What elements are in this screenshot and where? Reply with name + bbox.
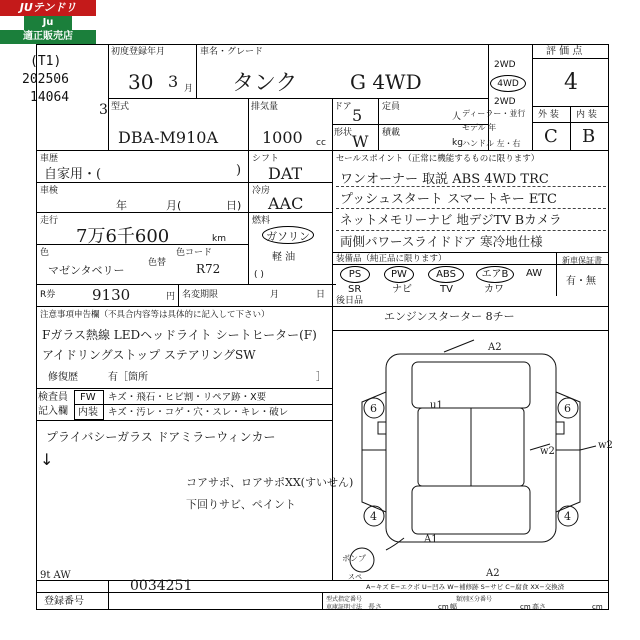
fuel-value: ガソリン	[266, 230, 310, 243]
name-change-day: 日	[316, 290, 326, 300]
equip-sr: SR	[348, 284, 362, 295]
logo-line-3: 適正販売店	[0, 30, 96, 44]
first-reg-label: 初度登録年月	[111, 47, 166, 57]
load-label: 積載	[382, 128, 401, 138]
dealer-logo	[0, 0, 96, 44]
cooler-label: 冷房	[252, 186, 271, 196]
fuel-value-circle	[262, 226, 314, 244]
logo-line-1: JUテンドリ	[0, 0, 96, 16]
name-grade-label: 車名・グレード	[200, 47, 264, 57]
tire-mark-rl: 4	[370, 510, 377, 523]
interior-grade: B	[582, 126, 596, 147]
color-paren: ( )	[254, 270, 264, 280]
model-year-label: モデル 年	[462, 123, 497, 132]
equip-aw: AW	[526, 268, 543, 279]
displacement-label: 排気量	[251, 102, 279, 112]
lot-number-2: 14064	[30, 90, 70, 105]
cm-1: cm	[438, 603, 449, 611]
equip-navi: ナビ	[392, 284, 412, 295]
inspector-label-1: 検査員	[38, 392, 68, 403]
doors-label: ドア	[334, 102, 352, 112]
logo-line-2: Ju	[24, 16, 72, 30]
model-label: 型式	[111, 102, 130, 112]
tire-mark-fl: 6	[370, 402, 377, 415]
type-designation-label: 型式指定番号	[326, 596, 363, 603]
displacement-value: 1000	[262, 128, 303, 147]
lot-tag: (T1)	[30, 54, 62, 69]
equip-abs: ABS	[428, 266, 464, 283]
equip-ps: PS	[340, 266, 370, 283]
diagram-u1: u1	[430, 400, 443, 411]
diagram-a1: A1	[424, 534, 438, 545]
history-close: )	[236, 163, 242, 178]
sell-points-label: セールスポイント（正常に機能するものに限ります）	[336, 154, 540, 164]
mileage-unit: km	[212, 234, 226, 244]
inspector-note-1: プライバシーガラス ドアミラーウィンカー	[46, 430, 276, 444]
score-label: 評 価 点	[546, 46, 583, 57]
shaken-month: 月(	[166, 199, 182, 212]
displacement-unit: cc	[316, 138, 326, 148]
inspector-fw: FW	[80, 392, 96, 403]
shaken-day: 日)	[226, 199, 242, 212]
height-label: 高さ	[532, 603, 546, 611]
inspector-row2-items: キズ・汚レ・コゲ・穴・スレ・キレ・破レ	[108, 407, 289, 418]
shift-value: DAT	[268, 164, 303, 183]
cm-3: cm	[592, 603, 603, 611]
category-label: 類別区分番号	[456, 596, 493, 603]
new-car-warranty-label: 新車保証書	[562, 256, 602, 265]
fuel-option: 軽 油	[272, 252, 296, 263]
shape-label: 形状	[334, 128, 353, 138]
inspector-note-3: 下回りサビ、ペイント	[186, 498, 296, 511]
fuel-label: 燃料	[252, 216, 271, 226]
history-label: 車歴	[40, 154, 59, 164]
diagram-spare: スペ	[348, 573, 362, 581]
arrow-mark: ↓	[40, 450, 54, 469]
inspector-interior: 内装	[78, 407, 98, 418]
equip-tv: TV	[440, 284, 453, 295]
equip-pw: PW	[384, 266, 414, 283]
sell-point-line-4: 両側パワースライドドア 寒冷地仕様	[340, 234, 543, 249]
name-change-label: 名変期限	[182, 290, 219, 300]
drive-2wd-top: 2WD	[494, 60, 516, 70]
diagram-a2-bottom: A2	[486, 568, 500, 579]
shift-label: シフト	[252, 154, 280, 164]
drive-2wd-bottom: 2WD	[494, 97, 516, 107]
reg-label: 登録番号	[44, 596, 84, 607]
later-label: 後日品	[336, 296, 364, 306]
diagram-w2-right: w2	[540, 446, 555, 457]
inspector-label-2: 記入欄	[38, 406, 68, 417]
equip-airbag: エアB	[476, 266, 514, 283]
size-label: 車庫証明寸法	[326, 604, 363, 611]
mileage-value: 7万6千600	[76, 226, 170, 247]
handover-line-1: Fガラス熱線 LEDヘッドライト シートヒーター(F)	[42, 328, 317, 342]
first-reg-year: 30	[128, 70, 154, 94]
car-name: タンク	[232, 71, 298, 96]
sell-point-line-2: プッシュスタート スマートキー ETC	[340, 192, 557, 207]
score-value: 4	[564, 70, 578, 95]
length-label: 長さ	[368, 603, 382, 611]
color-label: 色	[40, 248, 50, 258]
interior-label: 内 装	[576, 110, 597, 120]
chassis-value: 0034251	[130, 578, 193, 594]
repair-close: ］	[316, 372, 326, 383]
later-value: エンジンスターター 8チー	[384, 310, 515, 323]
name-change-month: 月	[270, 290, 280, 300]
shape-value: W	[352, 132, 369, 151]
cm-2: cm	[520, 603, 531, 611]
history-value: 自家用・(	[44, 167, 102, 182]
sell-point-line-1: ワンオーナー 取説 ABS 4WD TRC	[340, 172, 549, 187]
handle-label: ハンドル 左・右	[462, 139, 521, 148]
car-damage-diagram	[334, 332, 608, 578]
grade: G 4WD	[350, 70, 422, 94]
lot-number-1: 202506	[22, 72, 69, 87]
r-ticket-amount: 9130	[92, 286, 131, 304]
inspector-note-2: コアサポ、ロアサポXX(すいせん)	[186, 476, 354, 489]
inspector-row1-items: キズ・飛石・ヒビ割・リペア跡・X要	[108, 392, 267, 403]
tire-mark-fr: 6	[564, 402, 571, 415]
exterior-grade: C	[544, 126, 558, 147]
drive-4wd: 4WD	[490, 75, 526, 92]
shaken-year: 年	[116, 199, 127, 212]
equip-leather: カワ	[484, 284, 504, 295]
repair-value: 有［箇所	[108, 372, 148, 383]
cooler-value: AAC	[268, 194, 304, 213]
recolor-label: 色替	[148, 258, 167, 268]
doors-value: 5	[352, 106, 363, 125]
r-ticket-label: R券	[40, 290, 56, 300]
exterior-label: 外 装	[538, 110, 559, 120]
diagram-legend: A−キズ E−エクボ U−凹み W−補修跡 S−サビ C−腐食 XX−交換済	[366, 583, 565, 591]
warranty-value: 有・無	[566, 276, 596, 287]
capacity-unit: 人	[452, 112, 462, 122]
first-reg-month-unit: 月	[184, 84, 194, 94]
mileage-label: 走行	[40, 216, 59, 226]
diagram-bumper-note: ボンプ	[342, 554, 366, 563]
diagram-w2-far: w2	[598, 440, 613, 451]
tire-mark-rr: 4	[564, 510, 571, 523]
sell-point-line-3: ネットメモリーナビ 地デジTV Bカメラ	[340, 212, 562, 227]
repair-label: 修復歴	[48, 372, 78, 383]
color-value: マゼンタベリー	[48, 264, 125, 277]
model-value: DBA-M910A	[118, 128, 219, 147]
shaken-label: 車検	[40, 186, 59, 196]
first-reg-month: 3	[168, 72, 179, 91]
color-code-label: 色コード	[176, 248, 213, 258]
page-mark: 3	[99, 102, 108, 118]
handover-line-2: アイドリングストップ ステアリングSW	[42, 348, 256, 362]
diagram-a2-top: A2	[488, 342, 502, 353]
dealer-label: ディーラー・並行	[462, 109, 526, 118]
color-code-value: R72	[196, 262, 221, 276]
width-label: 幅	[450, 603, 457, 611]
r-ticket-unit: 円	[166, 292, 176, 302]
handover-label: 注意事項申告欄（不具合内容等は具体的に記入して下さい）	[40, 310, 270, 320]
load-unit: kg	[452, 138, 463, 148]
capacity-label: 定員	[382, 102, 401, 112]
equipment-label: 装備品（純正品に限ります）	[336, 254, 447, 264]
inspector-initials: 9t AW	[40, 570, 71, 581]
